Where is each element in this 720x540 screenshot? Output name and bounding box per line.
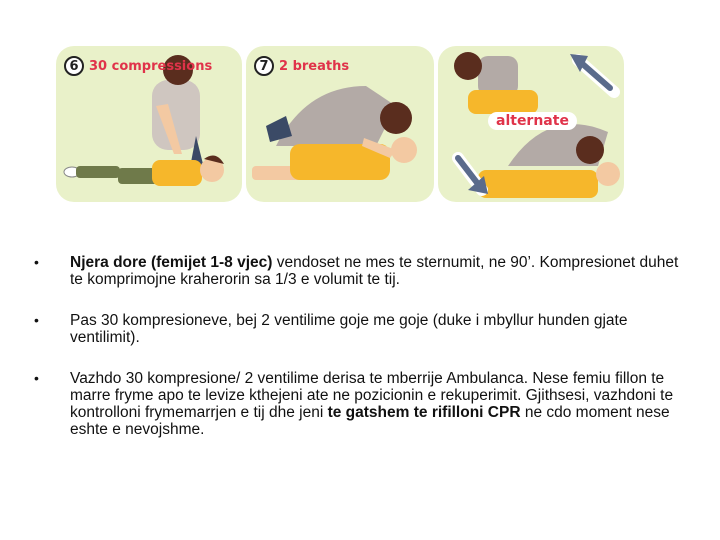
bullet-text: [70, 370, 694, 438]
rescuer-head: [380, 102, 412, 134]
instruction-list: [34, 254, 694, 462]
step-number-badge: 6: [64, 56, 84, 76]
step-title: 30 compressions: [89, 58, 213, 74]
step-title: 2 breaths: [279, 58, 350, 74]
bullet-icon: •: [34, 370, 39, 386]
illustration-panel-breaths: [246, 46, 434, 202]
child-shirt-bottom: [478, 170, 598, 198]
alternate-label: alternate: [488, 112, 577, 130]
illustration-panel-alternate: [438, 46, 624, 202]
child-leg: [76, 166, 120, 178]
bullet-icon: •: [34, 312, 39, 328]
bullet-body-text: Vazhdo 30 kompresione/ 2 ventilime derisa te mberrije Ambulanca. Nese femiu fillon te marre fryme apo te levize kthejeni ate ne pozicionin e rekuperimit. Gjithsesi, vazhdoni te kontrolloni frymemarrjen e tij dhe jeni: [70, 370, 674, 421]
child-head-bottom: [596, 162, 620, 186]
step-7-label: [254, 56, 349, 76]
bullet-body-text: vendoset ne mes te sternumit, ne 90’. Kompresionet duhet te komprimojne kraherorin sa 1/3 e volumit te tij.: [70, 254, 679, 288]
rescuer-head-bottom: [576, 136, 604, 164]
bullet-bold-text: Njera dore (femijet 1-8 vjec): [70, 254, 273, 271]
bullet-bold-text: te gatshem te rifilloni CPR: [327, 404, 521, 421]
bullet-body-text-end: ne cdo moment nese eshte e nevojshme.: [70, 404, 670, 438]
list-item: [34, 312, 694, 346]
rescuer-head-top: [454, 52, 482, 80]
list-item: [34, 254, 694, 288]
bullet-text: Pas 30 kompresioneve, bej 2 ventilime goje me goje (duke i mbyllur hunden gjate ventilimit).: [70, 312, 628, 346]
bullet-text: [70, 254, 694, 288]
rescuer-torso: [276, 86, 396, 146]
step-6-label: [64, 56, 212, 76]
bullet-icon: •: [34, 254, 39, 270]
child-shirt-top: [468, 90, 538, 114]
step-number-badge: 7: [254, 56, 274, 76]
list-item: [34, 370, 694, 438]
illustration-panel-compressions: [56, 46, 242, 202]
child-shirt: [152, 160, 202, 186]
